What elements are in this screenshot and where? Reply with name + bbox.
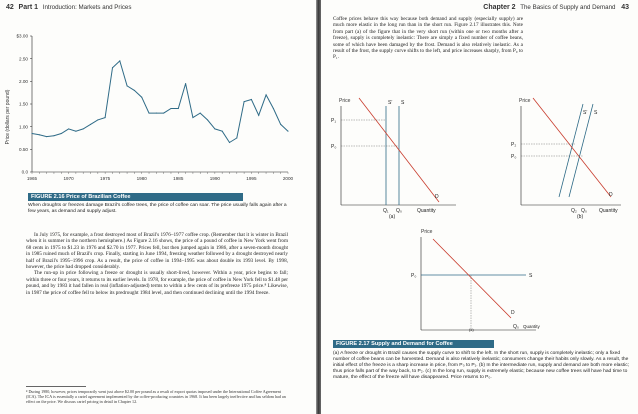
panel-a-q0: Q₀ bbox=[396, 208, 402, 214]
x-tick-label: 2000 bbox=[282, 176, 294, 181]
panel-b-quantity-label: Quantity bbox=[599, 208, 618, 214]
panel-c-q0: Q₀ bbox=[513, 324, 519, 330]
panel-b-p2: P₂ bbox=[511, 142, 517, 148]
x-tick-label: 1965 bbox=[26, 176, 38, 181]
right-header-title: The Basics of Supply and Demand bbox=[520, 4, 616, 11]
panel-b bbox=[511, 98, 621, 220]
left-header-title: Introduction: Markets and Prices bbox=[42, 4, 132, 11]
x-tick-label: 1985 bbox=[173, 176, 184, 181]
panel-c-d: D bbox=[511, 310, 515, 316]
left-page bbox=[0, 0, 316, 414]
panel-b-s-prime: S′ bbox=[583, 110, 588, 116]
x-tick-label: 1995 bbox=[246, 176, 257, 181]
panel-b-q2: Q₂ bbox=[571, 208, 577, 214]
y-tick-label: 2.50 bbox=[19, 56, 28, 62]
figure-2-17-label: FIGURE 2.17 Supply and Demand for Coffee bbox=[333, 340, 494, 348]
y-tick-label: 0.50 bbox=[19, 147, 28, 153]
y-tick-label: 2.00 bbox=[19, 79, 28, 85]
panel-a-s: S bbox=[401, 100, 405, 106]
figure-2-16-chart bbox=[0, 22, 316, 187]
y-tick-label: 0.0 bbox=[21, 169, 28, 175]
figure-2-16-label: FIGURE 2.16 Price of Brazilian Coffee bbox=[28, 193, 243, 201]
panel-a-p1: P₁ bbox=[331, 118, 337, 124]
right-body-text bbox=[333, 16, 523, 61]
right-page-number: 43 bbox=[621, 4, 629, 11]
footnote-rule bbox=[26, 386, 86, 387]
left-body-text bbox=[26, 232, 288, 296]
panel-b-tag: (b) bbox=[577, 214, 584, 220]
footnote: ⁸ During 1980, however, prices temporarily went just above $2.00 per pound as a result of export quotas imposed under the International Coffee Agreement (ICA). The ICA is essentially a cartel agreement implemented by the coffee-producing countries in 1968. It has been largely ineffective and has seldom had an effect on the price. We discuss cartel pricing in detail in Chapter 12. bbox=[26, 389, 286, 404]
left-part-label: Part 1 bbox=[18, 4, 38, 11]
right-paragraph-1: Coffee prices behave this way because both demand and supply (especially supply) are much more elastic in the long run than in the short run. Figure 2.17 illustrates this. Note from part (a) of the figure that in the very short run (within one or two months after a freeze), supply is completely inelastic: There are simply a fixed number of coffee beans, some of which have been damaged by the frost. Demand is also relatively inelastic. As a result of the frost, the supply curve shifts to the left, and price increases sharply, from P₀ to P₁. bbox=[333, 16, 523, 61]
left-running-header bbox=[6, 4, 131, 11]
y-axis-label: Price (dollars per pound) bbox=[5, 89, 11, 145]
x-tick-label: 1975 bbox=[100, 176, 111, 181]
panel-a-q1: Q₁ bbox=[383, 208, 389, 214]
panel-b-s: S bbox=[594, 110, 598, 116]
panel-a-s-prime: S′ bbox=[388, 100, 393, 106]
figure-2-17-caption: (a) A freeze or drought in Brazil causes the supply curve to shift to the left. In the short run, supply is completely inelastic; only a fixed number of coffee beans can be harvested. Demand is also relatively inelastic; consumers change their habits only slowly. As a result, the initial effect of the freeze is a sharp increase in price, from P₀ to P₁. (b) In the intermediate run, supply and demand are both more elastic; thus price falls part of the way back, to P₂. (c) In the long run, supply is extremely elastic; because new coffee trees will have had time to mature, the effect of the freeze will have disappeared. Price returns to P₀. bbox=[333, 351, 630, 380]
left-page-number: 42 bbox=[6, 4, 14, 11]
panel-a bbox=[331, 98, 456, 220]
panel-a-price-label: Price bbox=[339, 98, 351, 104]
panel-c-tag: (c) bbox=[469, 327, 474, 332]
y-tick-label: 1.00 bbox=[19, 124, 28, 130]
right-running-header bbox=[483, 4, 632, 11]
figure-2-16-caption: When droughts or freezes damage Brazil's coffee trees, the price of coffee can soar. The price usually falls again after a few years, as demand and supply adjust. bbox=[28, 203, 287, 214]
panel-c-price-label: Price bbox=[421, 229, 433, 235]
left-paragraph-1: In July 1975, for example, a frost destroyed most of Brazil's 1976–1977 coffee crop. (Remember that it is winter in Brazil when it is summer in the northern hemisphere.) As Figure 2.16 shows, the price of a pound of coffee in New York went from 68 cents in 1975 to $1.23 in 1976 and $2.70 in 1977. Prices fell, but then jumped again in 1986, after a seven-month drought in 1985 ruined much of Brazil's crop. Finally, starting in June 1994, freezing weather followed by a drought destroyed nearly half of Brazil's 1995–1996 crop. As a result, the price of coffee in 1994–1995 was about double its 1993 level. By 1998, however, the price had dropped considerably. bbox=[26, 232, 288, 271]
panel-b-p0: P₀ bbox=[511, 154, 517, 160]
left-paragraph-2: The run-up in price following a freeze or drought is usually short-lived, however. Within a year, price begins to fall; within three or four years, it returns to its earlier levels. In 1978, for example, the price of coffee in New York fell to $1.48 per pound, and by 1983 it had fallen in real (inflation-adjusted) terms to within a few cents of its prefreeze 1975 price.⁸ Likewise, in 1987 the price of coffee fell to below its predrought 1984 level, and then continued declining until the 1994 freeze. bbox=[26, 270, 288, 296]
coffee-price-line bbox=[32, 61, 288, 143]
y-tick-label: 1.50 bbox=[19, 101, 28, 107]
panel-a-d: D bbox=[435, 194, 439, 200]
right-page bbox=[321, 0, 638, 414]
figure-2-17-panels bbox=[321, 92, 638, 332]
panel-a-quantity-label: Quantity bbox=[417, 208, 436, 214]
panel-c-p0: P₀ bbox=[411, 273, 417, 279]
x-tick-label: 1970 bbox=[63, 176, 74, 181]
panel-b-demand bbox=[533, 98, 611, 197]
panel-b-price-label: Price bbox=[519, 98, 531, 104]
y-tick-label: $3.00 bbox=[16, 33, 28, 39]
panel-c-quantity-label: Quantity bbox=[523, 324, 540, 329]
panel-b-supply-shifted bbox=[559, 104, 583, 197]
panel-c-demand bbox=[433, 239, 511, 318]
panel-b-d: D bbox=[609, 192, 613, 198]
panel-a-p0: P₀ bbox=[331, 144, 337, 150]
x-tick-label: 1990 bbox=[209, 176, 220, 181]
x-tick-label: 1980 bbox=[136, 176, 147, 181]
panel-c bbox=[411, 229, 541, 332]
panel-a-tag: (a) bbox=[389, 214, 396, 220]
panel-c-s: S bbox=[529, 273, 533, 279]
panel-b-supply bbox=[569, 104, 593, 197]
right-chapter-label: Chapter 2 bbox=[483, 4, 516, 11]
panel-b-q0: Q₀ bbox=[581, 208, 587, 214]
